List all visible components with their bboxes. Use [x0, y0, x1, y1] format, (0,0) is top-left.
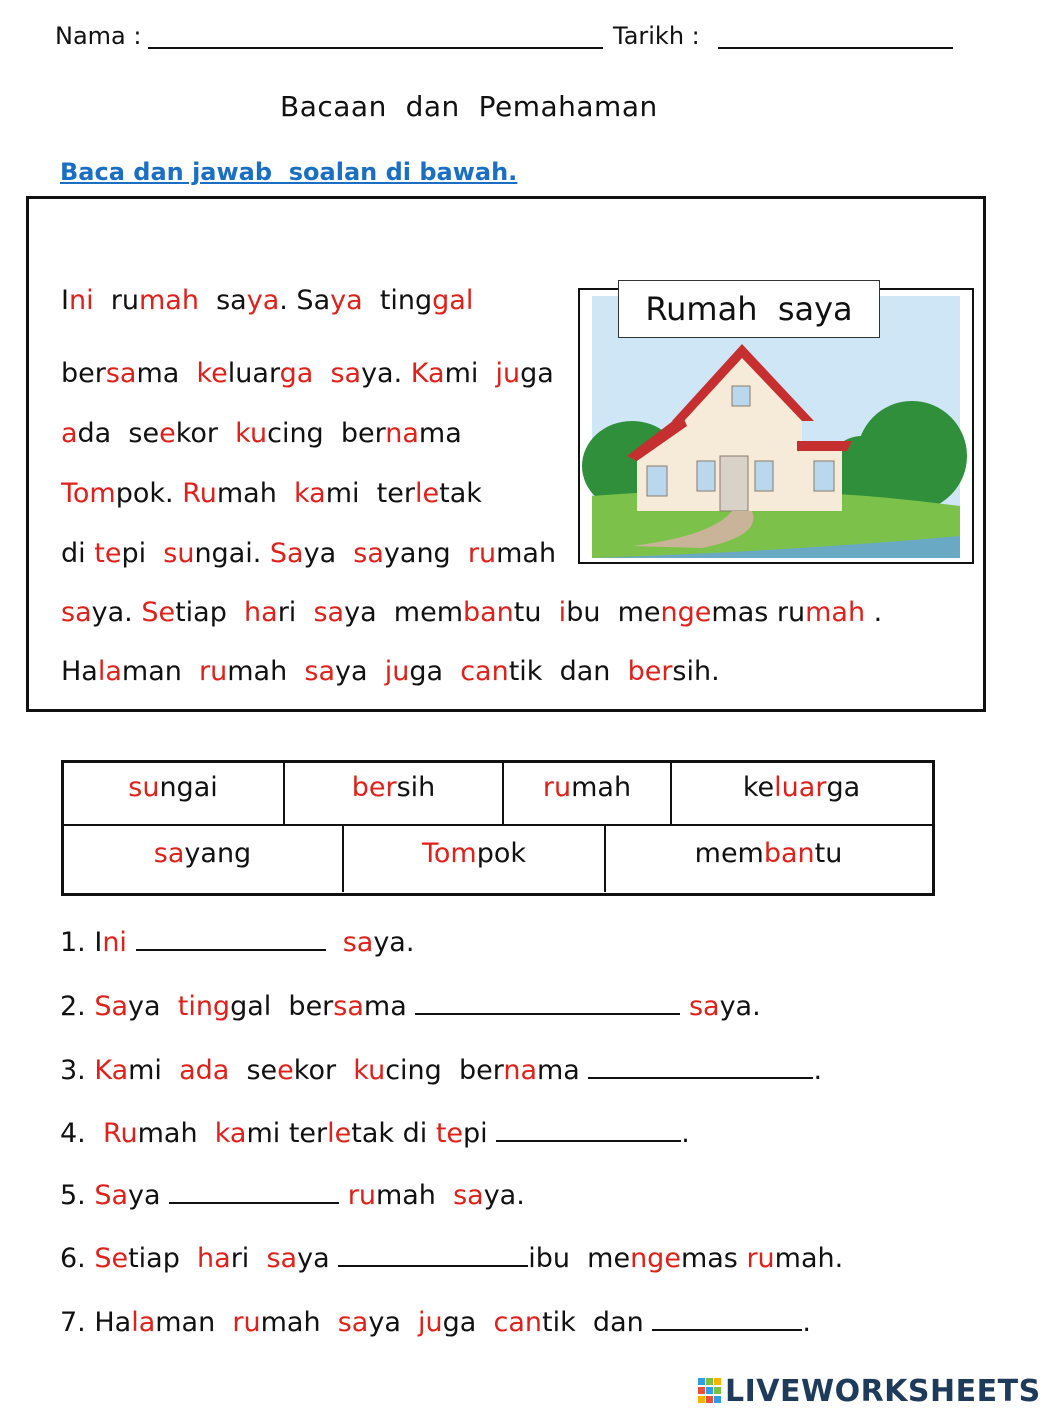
word-bank-cell[interactable] — [504, 762, 670, 812]
syllable-highlight: sa — [304, 656, 335, 687]
syllable-highlight: na — [385, 418, 419, 449]
text-segment: ngai — [159, 771, 218, 803]
text-segment: ga — [520, 358, 554, 389]
text-segment: tak di — [351, 1118, 436, 1149]
syllable-highlight: gal — [432, 285, 474, 316]
syllable-highlight: sa — [105, 358, 137, 389]
text-segment: tak — [439, 478, 482, 509]
text-segment: di — [61, 538, 95, 569]
liveworksheets-logo-icon — [698, 1378, 722, 1404]
syllable-highlight: na — [503, 1055, 537, 1086]
text-segment: mah — [260, 1307, 338, 1338]
text-segment: 1. I — [60, 927, 103, 958]
text-segment: 3. — [60, 1055, 95, 1086]
text-segment: 2. — [60, 991, 95, 1022]
text-segment: pi — [121, 538, 164, 569]
passage-line — [61, 478, 482, 509]
text-segment: . — [813, 1055, 823, 1086]
syllable-highlight: ju — [418, 1307, 443, 1338]
syllable-highlight: sa — [330, 358, 362, 389]
syllable-highlight: le — [327, 1118, 352, 1149]
syllable-highlight: ru — [199, 656, 228, 687]
syllable-highlight: ban — [763, 837, 815, 869]
syllable-highlight: ru — [542, 771, 572, 803]
passage-line — [61, 285, 473, 316]
syllable-highlight: Sa — [269, 538, 304, 569]
text-segment: mah — [227, 656, 305, 687]
text-segment: ya — [128, 1180, 170, 1211]
question-5 — [60, 1180, 525, 1211]
syllable-highlight: Tom — [61, 478, 116, 509]
syllable-highlight: a — [61, 418, 78, 449]
syllable-highlight: ha — [197, 1243, 231, 1274]
word-bank-cell[interactable] — [606, 828, 931, 878]
syllable-highlight: ya — [330, 285, 363, 316]
text-segment: Ha — [61, 656, 98, 687]
text-segment: ya mem — [344, 597, 463, 628]
syllable-highlight: ru — [467, 538, 497, 569]
syllable-highlight: da — [195, 1055, 230, 1086]
question-2 — [60, 991, 761, 1022]
text-segment: bu me — [566, 597, 661, 628]
word-bank-cell[interactable] — [63, 828, 342, 878]
syllable-highlight: mah — [805, 597, 866, 628]
text-segment: pok. — [115, 478, 183, 509]
text-segment: tu — [513, 597, 559, 628]
text-segment: ma — [418, 418, 462, 449]
text-segment: ya. — [91, 597, 142, 628]
passage-line — [61, 358, 554, 389]
brand-text: LIVEWORKSHEETS — [725, 1374, 1041, 1409]
text-segment: . — [802, 1307, 811, 1338]
passage-line — [61, 538, 556, 569]
text-segment: ibu me — [528, 1243, 631, 1274]
syllable-highlight: ber — [351, 771, 397, 803]
door — [720, 456, 748, 511]
text-segment: 4. — [60, 1118, 103, 1149]
window-4 — [814, 461, 834, 491]
text-segment: mah — [375, 1180, 454, 1211]
word-bank-cell[interactable] — [344, 828, 604, 878]
text-segment: 6. — [60, 1243, 95, 1274]
text-segment: ma — [537, 1055, 589, 1086]
text-segment: tik dan — [508, 656, 628, 687]
syllable-highlight: ku — [353, 1055, 386, 1086]
text-segment: mas — [680, 1243, 747, 1274]
text-segment: mas ru — [711, 597, 806, 628]
text-segment: ri — [277, 597, 314, 628]
syllable-highlight: ka — [214, 1118, 247, 1149]
syllable-highlight: Ka — [410, 358, 445, 389]
text-segment: . — [681, 1118, 690, 1149]
text-segment: se — [229, 1055, 278, 1086]
text-segment: ma — [363, 991, 416, 1022]
text-segment: cing ber — [385, 1055, 504, 1086]
syllable-highlight: ting — [177, 991, 231, 1022]
window-1 — [647, 466, 667, 496]
text-segment: cing ber — [267, 418, 386, 449]
syllable-highlight: te — [435, 1118, 464, 1149]
text-segment: yang — [184, 837, 252, 869]
text-segment: mi — [128, 1055, 180, 1086]
answer-blank[interactable] — [652, 1307, 802, 1331]
text-segment: ya — [128, 991, 178, 1022]
syllable-highlight: Se — [141, 597, 176, 628]
syllable-highlight: sa — [688, 991, 720, 1022]
text-segment — [313, 358, 330, 389]
text-segment: ya. — [361, 358, 411, 389]
answer-blank[interactable] — [169, 1180, 339, 1204]
syllable-highlight: ju — [384, 656, 410, 687]
text-segment: yang — [383, 538, 468, 569]
text-segment: mi — [444, 358, 496, 389]
syllable-highlight: luar — [774, 771, 827, 803]
syllable-highlight: la — [97, 656, 122, 687]
syllable-highlight: Se — [94, 1243, 129, 1274]
text-segment: ru — [93, 285, 139, 316]
syllable-highlight: Tom — [421, 837, 477, 869]
text-segment: ma — [136, 358, 197, 389]
window-attic — [732, 386, 750, 406]
syllable-highlight: Sa — [94, 1180, 129, 1211]
syllable-highlight: ni — [68, 285, 94, 316]
text-segment — [339, 1180, 348, 1211]
syllable-highlight: sa — [353, 538, 384, 569]
syllable-highlight: ru — [746, 1243, 775, 1274]
answer-blank[interactable] — [588, 1055, 813, 1079]
syllable-highlight: can — [460, 656, 509, 687]
syllable-highlight: sa — [453, 1180, 484, 1211]
text-segment: man — [121, 656, 200, 687]
syllable-highlight: ka — [294, 478, 326, 509]
text-segment: gal ber — [230, 991, 334, 1022]
syllable-highlight: ju — [495, 358, 521, 389]
text-segment: ri — [230, 1243, 267, 1274]
text-segment: ya. — [483, 1180, 525, 1211]
text-segment — [680, 991, 689, 1022]
passage-line — [61, 418, 462, 449]
text-segment: ya — [335, 656, 385, 687]
text-segment: mah — [216, 478, 294, 509]
text-segment: kor — [293, 1055, 354, 1086]
word-bank-cell[interactable] — [63, 762, 283, 812]
text-segment: . — [865, 597, 883, 628]
date-label: Tarikh : — [613, 22, 700, 50]
syllable-highlight: sa — [266, 1243, 298, 1274]
text-segment: mi ter — [246, 1118, 328, 1149]
syllable-highlight: Ka — [94, 1055, 129, 1086]
text-segment: ya. — [719, 991, 761, 1022]
text-segment: mem — [694, 837, 764, 869]
text-segment: pi — [463, 1118, 497, 1149]
syllable-highlight: nge — [630, 1243, 681, 1274]
syllable-highlight: ru — [347, 1180, 376, 1211]
syllable-highlight: Ru — [102, 1118, 138, 1149]
text-segment: ber — [61, 358, 106, 389]
answer-blank[interactable] — [136, 927, 326, 951]
text-segment: ga — [442, 1307, 494, 1338]
syllable-highlight: ru — [232, 1307, 261, 1338]
syllable-highlight: te — [94, 538, 122, 569]
syllable-highlight: ku — [235, 418, 268, 449]
syllable-highlight: ni — [102, 927, 127, 958]
text-segment: ga — [826, 771, 861, 803]
syllable-highlight: ya — [246, 285, 280, 316]
syllable-highlight: sa — [153, 837, 185, 869]
text-segment: ya — [368, 1307, 419, 1338]
text-segment: ga — [409, 656, 461, 687]
text-segment: da se — [77, 418, 160, 449]
syllable-highlight: a — [179, 1055, 196, 1086]
passage-line — [61, 597, 882, 628]
syllable-highlight: sa — [313, 597, 345, 628]
text-segment: ting — [362, 285, 433, 316]
text-segment: pok — [476, 837, 527, 869]
syllable-highlight: le — [415, 478, 440, 509]
text-segment: ya. — [373, 927, 415, 958]
text-segment — [127, 927, 136, 958]
question-1 — [60, 927, 414, 958]
text-segment: mah. — [774, 1243, 844, 1274]
text-segment: I — [61, 285, 69, 316]
word-bank-cell[interactable] — [285, 762, 502, 812]
answer-blank[interactable] — [496, 1118, 681, 1142]
instruction-text: Baca dan jawab soalan di bawah. — [60, 158, 518, 186]
text-segment: ngai. — [194, 538, 270, 569]
question-3 — [60, 1055, 822, 1086]
text-segment: ke — [742, 771, 775, 803]
text-segment: . Sa — [279, 285, 331, 316]
syllable-highlight: ban — [463, 597, 514, 628]
text-segment: mah — [571, 771, 632, 803]
syllable-highlight: su — [163, 538, 195, 569]
question-6 — [60, 1243, 843, 1274]
syllable-highlight: e — [277, 1055, 294, 1086]
question-4 — [60, 1118, 690, 1149]
word-bank-cell[interactable] — [672, 762, 931, 812]
syllable-highlight: ke — [196, 358, 228, 389]
syllable-highlight: la — [131, 1307, 156, 1338]
window-3 — [755, 461, 773, 491]
text-segment: sih. — [672, 656, 720, 687]
roof-right — [797, 441, 852, 451]
syllable-highlight: sa — [333, 991, 364, 1022]
date-input-line[interactable] — [718, 47, 953, 49]
text-segment: tiap — [128, 1243, 198, 1274]
name-label: Nama : — [55, 22, 142, 50]
text-segment: ya — [297, 1243, 339, 1274]
text-segment: luar — [227, 358, 280, 389]
syllable-highlight: can — [493, 1307, 543, 1338]
syllable-highlight: Ru — [182, 478, 217, 509]
syllable-highlight: ha — [244, 597, 278, 628]
text-segment: man — [155, 1307, 233, 1338]
text-segment: 7. Ha — [60, 1307, 132, 1338]
picture-frame — [578, 288, 974, 564]
word-bank-divider — [61, 824, 933, 826]
syllable-highlight: Sa — [94, 991, 129, 1022]
syllable-highlight: nge — [660, 597, 712, 628]
question-7 — [60, 1307, 811, 1338]
passage-line — [61, 656, 720, 687]
text-segment: sih — [396, 771, 436, 803]
syllable-highlight: sa — [342, 927, 374, 958]
syllable-highlight: ga — [279, 358, 314, 389]
syllable-highlight: su — [128, 771, 160, 803]
syllable-highlight: i — [558, 597, 567, 628]
name-input-line[interactable] — [148, 47, 603, 49]
text-segment: mi ter — [325, 478, 415, 509]
answer-blank[interactable] — [338, 1243, 528, 1267]
text-segment: 5. — [60, 1180, 95, 1211]
page-title: Bacaan dan Pemahaman — [280, 90, 658, 123]
picture-label: Rumah saya — [618, 280, 880, 338]
syllable-highlight: ber — [627, 656, 673, 687]
text-segment — [326, 927, 343, 958]
window-2 — [697, 461, 715, 491]
text-segment: sa — [198, 285, 247, 316]
text-segment: mah — [496, 538, 557, 569]
text-segment: ya — [303, 538, 354, 569]
text-segment: kor — [175, 418, 236, 449]
answer-blank[interactable] — [415, 991, 680, 1015]
syllable-highlight: sa — [337, 1307, 369, 1338]
text-segment: tu — [814, 837, 843, 869]
text-segment: mah — [137, 1118, 215, 1149]
text-segment: tik dan — [542, 1307, 653, 1338]
syllable-highlight: e — [159, 418, 176, 449]
text-segment: tiap — [175, 597, 245, 628]
syllable-highlight: mah — [138, 285, 199, 316]
syllable-highlight: sa — [61, 597, 92, 628]
